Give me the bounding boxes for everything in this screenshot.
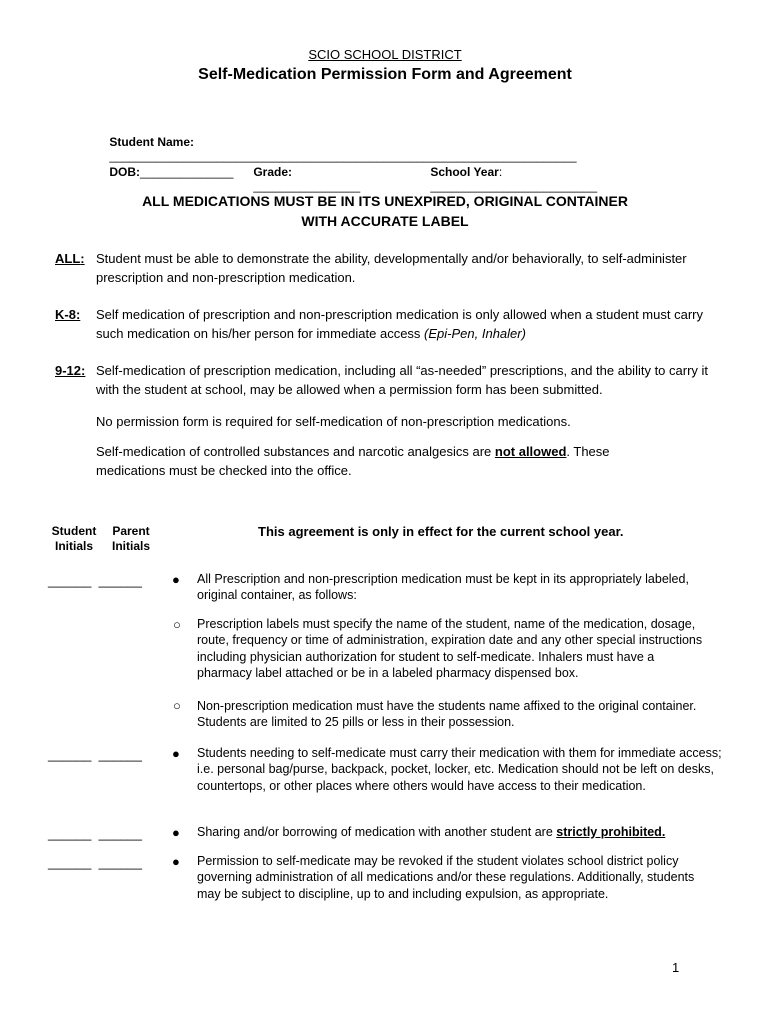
rule-all-label: ALL: — [55, 251, 85, 266]
form-title: Self-Medication Permission Form and Agreement — [198, 66, 572, 83]
item1-initials-blanks[interactable]: ______ ______ — [48, 573, 142, 588]
rule-k8-text: Self medication of prescription and non-prescription medication is only allowed when a student must carry such medication on his/her person for immediate access (Epi-Pen, Inhaler) — [96, 307, 703, 341]
controlled-substances-note: Self-medication of controlled substances and narcotic analgesics are not allowed. These medications must be checked into the office. — [96, 444, 610, 478]
no-form-note: No permission form is required for self-medication of non-prescription medications. — [96, 414, 571, 429]
item3-initials-blanks[interactable]: ______ ______ — [48, 826, 142, 841]
rule-k8-examples: (Epi-Pen, Inhaler) — [424, 326, 526, 341]
rule-9-12-text: Self-medication of prescription medication, including all “as-needed” prescriptions, and the ability to carry it with the student at school, may be allowed when a permission form has been submitted. — [96, 363, 709, 397]
agreement-item-3: Sharing and/or borrowing of medication with another student are strictly prohibited. — [197, 825, 666, 839]
rule-all-text: Student must be able to demonstrate the ability, developmentally and/or behaviorally, to self-administer prescription and non-prescription medication. — [96, 251, 687, 285]
page-number: 1 — [672, 960, 680, 975]
school-year-colon: : — [498, 165, 503, 179]
strictly-prohibited-emphasis: strictly prohibited. — [556, 825, 666, 839]
rule-9-12-label: 9-12: — [55, 363, 86, 378]
rule-all — [0, 249, 770, 289]
bullet-icon: ● — [172, 825, 180, 840]
sub-bullet-icon: ○ — [173, 698, 181, 713]
container-warning — [0, 191, 770, 231]
student-name-label: Student Name: — [109, 135, 195, 149]
sub-bullet-icon: ○ — [173, 617, 181, 632]
agreement-heading: This agreement is only in effect for the current school year. — [258, 524, 624, 539]
bullet-icon: ● — [172, 746, 180, 761]
dob-field[interactable] — [96, 151, 233, 193]
grade-blank[interactable]: ________________ — [253, 179, 361, 193]
agreement-item-1-sub-2: Non-prescription medication must have the students name affixed to the original container. Students are limited to 25 pills or less in their possession. — [197, 699, 697, 730]
item2-initials-blanks[interactable]: ______ ______ — [48, 747, 142, 762]
rule-k8 — [0, 305, 770, 345]
bullet-icon: ● — [172, 572, 180, 587]
warning-line-2: WITH ACCURATE LABEL — [301, 213, 469, 229]
agreement-item-4: Permission to self-medicate may be revoked if the student violates school district policy governing administration of all medications and/or these regulations. Additionally, students may be subject to discipline, up to and including expulsion, as appropriate. — [197, 854, 695, 901]
parent-initials-header: Parent Initials — [111, 524, 150, 553]
district-name: SCIO SCHOOL DISTRICT — [308, 47, 462, 62]
agreement-item-1: All Prescription and non-prescription medication must be kept in its appropriately labeled, original container, as follows: — [197, 572, 689, 603]
warning-line-1: ALL MEDICATIONS MUST BE IN ITS UNEXPIRED, ORIGINAL CONTAINER — [142, 193, 628, 209]
not-allowed-emphasis: not allowed — [494, 444, 567, 459]
bullet-icon: ● — [172, 854, 180, 869]
school-year-label: School Year — [430, 165, 499, 179]
student-initials-header: Student Initials — [51, 524, 97, 553]
agreement-item-2: Students needing to self-medicate must carry their medication with them for immediate access; i.e. personal bag/purse, backpack, pocket, locker, etc. Medication should not be left on desks, countertops, or other places where others would have access to their medication. — [197, 746, 722, 793]
student-name-blank[interactable]: ______________________________________________________________________ — [109, 149, 577, 163]
rule-9-12 — [0, 361, 770, 401]
school-year-blank[interactable]: _________________________ — [430, 179, 598, 193]
agreement-item-1-sub-1: Prescription labels must specify the name of the student, name of the medication, dosage, route, frequency or time of administration, expiration date and any other special instructions including physician authorization for student to self-medicate. Inhalers must have a pharmacy label attached or be in a labeled pharmacy dispensed box. — [197, 617, 703, 681]
item4-initials-blanks[interactable]: ______ ______ — [48, 855, 142, 870]
dob-blank[interactable]: ______________ — [140, 165, 234, 179]
grade-label: Grade: — [253, 165, 293, 179]
rule-k8-label: K-8: — [55, 307, 81, 322]
dob-label: DOB: — [109, 165, 141, 179]
